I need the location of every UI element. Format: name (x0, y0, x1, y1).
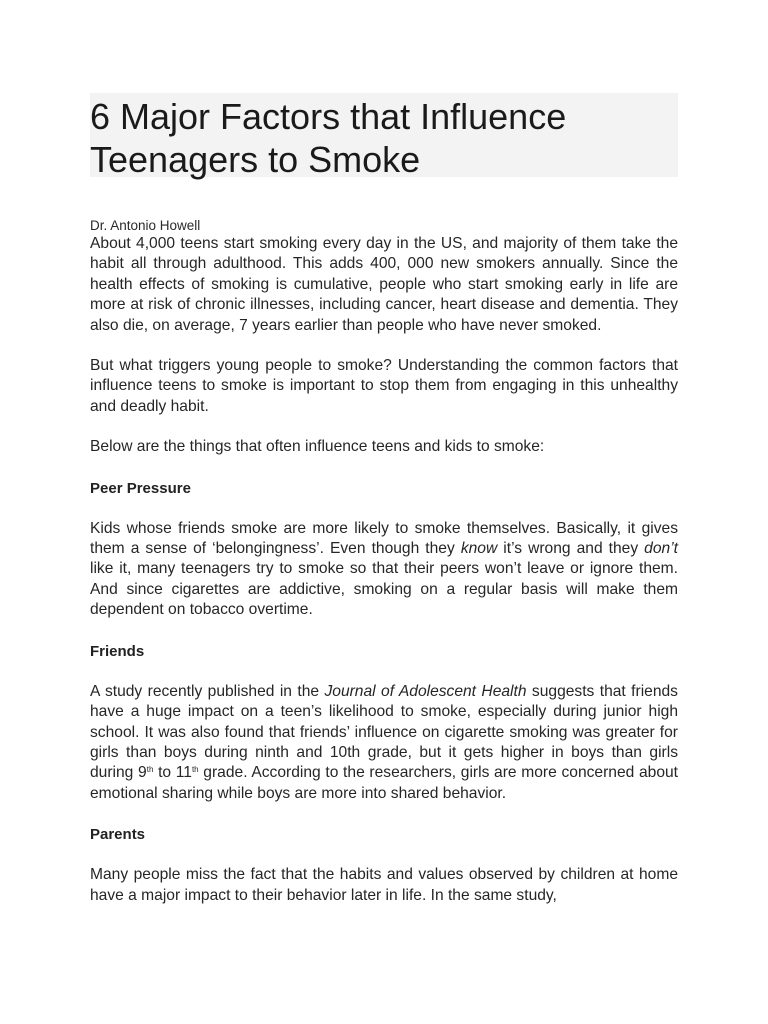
parents-paragraph: Many people miss the fact that the habits and values observed by children at home have a major impact to their behavior later in life. In the same study, (90, 866, 678, 904)
section-heading-peer-pressure: Peer Pressure (90, 479, 191, 497)
lead-in-paragraph: Below are the things that often influence teens and kids to smoke: (90, 438, 545, 456)
peer-emphasis-know: know (460, 540, 498, 558)
page-title: 6 Major Factors that Influence Teenagers to Smoke (90, 96, 567, 180)
author-name: Dr. Antonio Howell (90, 218, 201, 233)
section-heading-parents: Parents (90, 826, 146, 844)
friends-text-b: suggests that friends have a huge impact on a teen’s likelihood to smoke, especially during junior high school. It was also found that friends’ influence on cigarette smoking was greater for girls than boys during ninth and 10th grade, but it gets higher in boys than girls during 9 (90, 682, 678, 782)
journal-title: Journal of Adolescent Health (324, 682, 527, 700)
peer-text-a: Kids whose friends smoke are more likely to smoke themselves. Basically, it gives them a sense of ‘belongingness’. Even though they (90, 519, 678, 558)
peer-emphasis-dont: don’t (644, 540, 678, 558)
peer-text-c: like it, many teenagers try to smoke so that their peers won’t leave or ignore them. And since cigarettes are addictive, smoking on a regular basis will make them dependent on tobacco overtime. (90, 560, 678, 619)
ordinal-superscript-9th: th (146, 765, 154, 775)
friends-paragraph (90, 682, 678, 804)
ordinal-superscript-11th: th (191, 765, 199, 775)
intro-paragraph: About 4,000 teens start smoking every day in the US, and majority of them take the habit all through adulthood. This adds 400, 000 new smokers annually. Since the health effects of smoking is cumulative, people who start smoking early in life are more at risk of chronic illnesses, including cancer, heart disease and dementia. They also die, on average, 7 years earlier than people who have never smoked. (90, 235, 678, 334)
section-heading-friends: Friends (90, 642, 145, 660)
friends-text-a: A study recently published in the (90, 682, 325, 700)
document-page (90, 93, 678, 906)
friends-text-d: grade. According to the researchers, girls are more concerned about emotional sharing while boys are more into shared behavior. (90, 764, 679, 802)
peer-pressure-paragraph (90, 519, 678, 621)
friends-text-c: to 11 (153, 764, 192, 782)
title-block (90, 93, 678, 180)
peer-text-b: it’s wrong and they (497, 540, 645, 558)
question-paragraph: But what triggers young people to smoke? Understanding the common factors that influence teens to smoke is important to stop them from engaging in this unhealthy and deadly habit. (90, 357, 678, 415)
